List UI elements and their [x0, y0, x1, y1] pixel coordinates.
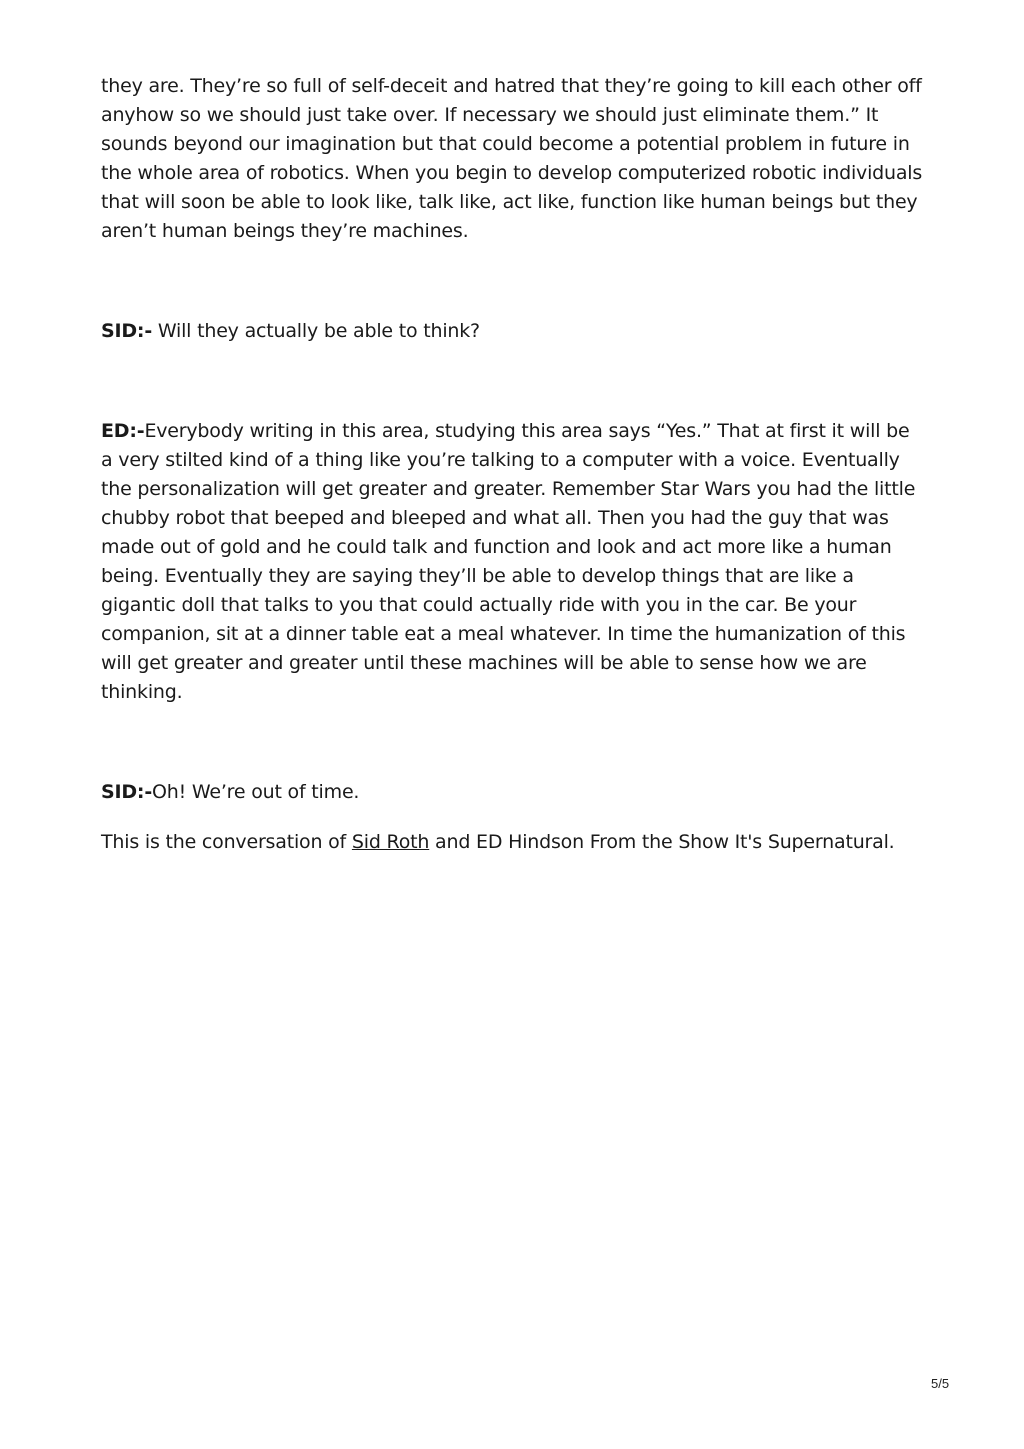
- speaker-label-ed: ED:-: [101, 420, 145, 442]
- paragraph-text: Oh! We’re out of time.: [152, 781, 360, 803]
- speaker-label-sid: SID:-: [101, 320, 153, 342]
- paragraph-sid-closing: [101, 778, 923, 807]
- paragraph-text: Will they actually be able to think?: [152, 320, 480, 342]
- paragraph-text: they are. They’re so full of self-deceit and hatred that they’re going to kill each other off anyhow so we should just take over. If necessary we should just eliminate them.” It sounds beyond our imagination but that could become a potential problem in future in the whole area of robotics. When you begin to develop computerized robotic individuals that will soon be able to look like, talk like, act like, function like human beings but they aren’t human beings they’re machines.: [101, 75, 923, 242]
- footer-note-suffix: and ED Hindson From the Show It's Supernatural.: [429, 831, 895, 853]
- footer-note-prefix: This is the conversation of: [101, 831, 352, 853]
- paragraph-sid-question: [101, 317, 923, 346]
- page-number: 5/5: [931, 1376, 950, 1391]
- paragraph-text: Everybody writing in this area, studying this area says “Yes.” That at first it will be a very stilted kind of a thing like you’re talking to a computer with a voice. Eventually the personalization will get greater and greater. Remember Star Wars you had the little chubby robot that beeped and bleeped and what all. Then you had the guy that was made out of gold and he could talk and function and look and act more like a human being. Eventually they are saying they’ll be able to develop things that are like a gigantic doll that talks to you that could actually ride with you in the car. Be your companion, sit at a dinner table eat a meal whatever. In time the humanization of this will get greater and greater until these machines will be able to sense how we are thinking.: [101, 420, 916, 703]
- footer-note: [101, 828, 923, 857]
- paragraph-continuation: [101, 72, 923, 246]
- paragraph-ed-answer: [101, 417, 923, 707]
- speaker-label-sid: SID:-: [101, 781, 153, 803]
- article-body: [101, 72, 923, 857]
- sid-roth-link[interactable]: Sid Roth: [351, 831, 430, 853]
